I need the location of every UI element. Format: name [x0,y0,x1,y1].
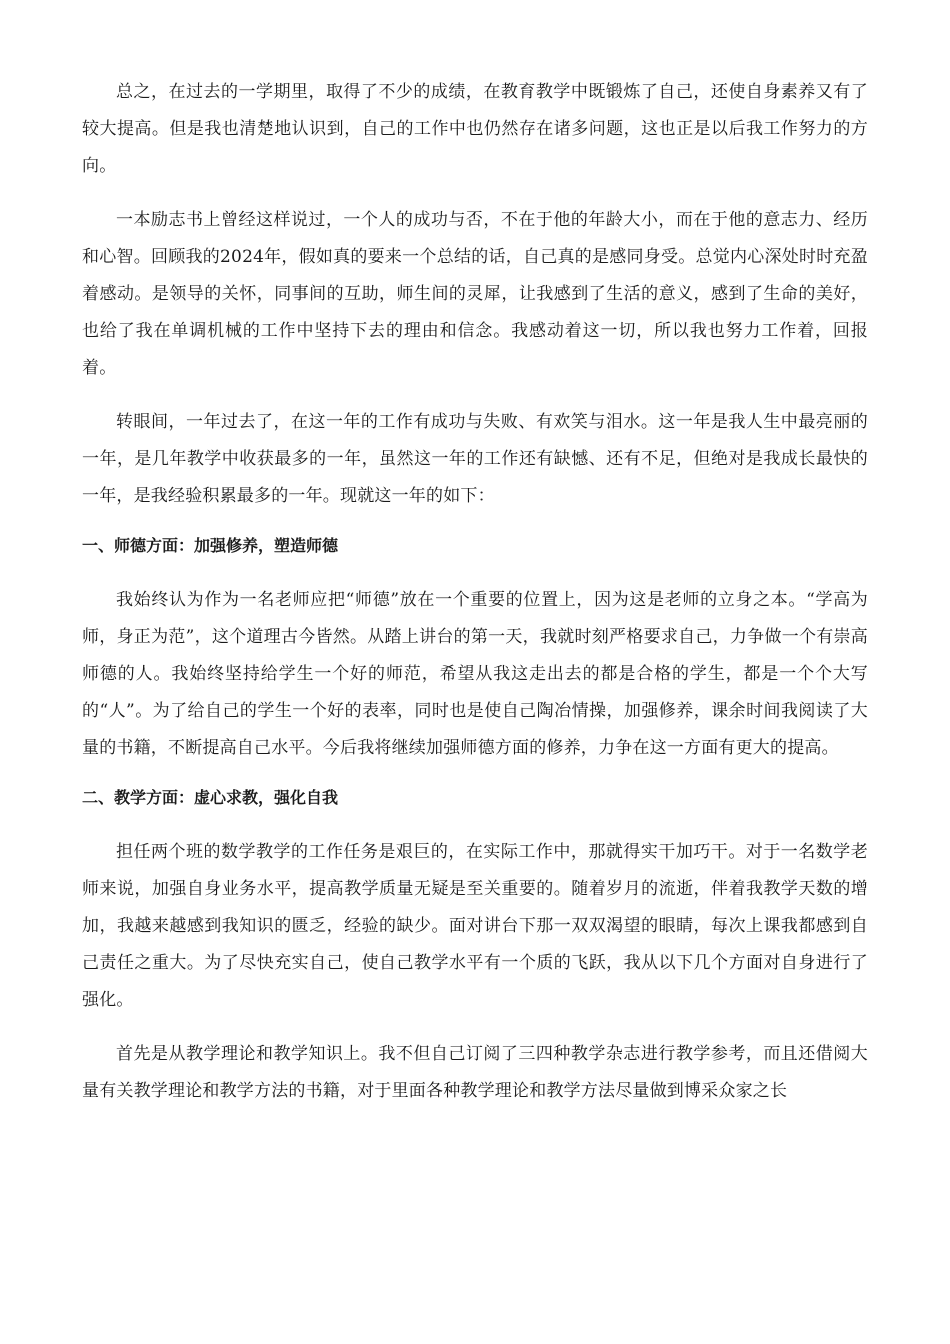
section-heading-ethics: 一、师德方面：加强修养，塑造师德 [82,536,339,555]
document-page [82,74,868,1127]
intro-paragraph-3: 转眼间，一年过去了，在这一年的工作有成功与失败、有欢笑与泪水。这一年是我人生中最亮丽的一年，是几年教学中收获最多的一年，虽然这一年的工作还有缺憾、还有不足，但绝对是我成长最快的一年，是我经验积累最多的一年。现就这一年的如下： [82,412,868,506]
section-heading-teaching: 二、教学方面：虚心求教，强化自我 [82,788,339,807]
ethics-paragraph-1: 我始终认为作为一名老师应把“师德”放在一个重要的位置上，因为这是老师的立身之本。“学高为师，身正为范”，这个道理古今皆然。从踏上讲台的第一天，我就时刻严格要求自己，力争做一个有崇高师德的人。我始终坚持给学生一个好的师范，希望从我这走出去的都是合格的学生，都是一个个大写的“人”。为了给自己的学生一个好的表率，同时也是使自己陶冶情操，加强修养，课余时间我阅读了大量的书籍，不断提高自己水平。今后我将继续加强师德方面的修养，力争在这一方面有更大的提高。 [82,590,868,758]
intro-paragraph-1: 总之，在过去的一学期里，取得了不少的成绩，在教育教学中既锻炼了自己，还使自身素养又有了较大提高。但是我也清楚地认识到，自己的工作中也仍然存在诸多问题，这也正是以后我工作努力的方向。 [82,82,868,176]
teaching-paragraph-1: 担任两个班的数学教学的工作任务是艰巨的，在实际工作中，那就得实干加巧干。对于一名数学老师来说，加强自身业务水平，提高教学质量无疑是至关重要的。随着岁月的流逝，伴着我教学天数的增加，我越来越感到我知识的匮乏，经验的缺少。面对讲台下那一双双渴望的眼睛，每次上课我都感到自己责任之重大。为了尽快充实自己，使自己教学水平有一个质的飞跃，我从以下几个方面对自身进行了强化。 [82,842,868,1010]
intro-paragraph-2: 一本励志书上曾经这样说过，一个人的成功与否，不在于他的年龄大小，而在于他的意志力、经历和心智。回顾我的2024年，假如真的要来一个总结的话，自己真的是感同身受。总觉内心深处时时充盈着感动。是领导的关怀，同事间的互助，师生间的灵犀，让我感到了生活的意义，感到了生命的美好，也给了我在单调机械的工作中坚持下去的理由和信念。我感动着这一切，所以我也努力工作着，回报着。 [82,210,868,378]
teaching-paragraph-2: 首先是从教学理论和教学知识上。我不但自己订阅了三四种教学杂志进行教学参考，而且还借阅大量有关教学理论和教学方法的书籍，对于里面各种教学理论和教学方法尽量做到博采众家之长 [82,1044,868,1101]
